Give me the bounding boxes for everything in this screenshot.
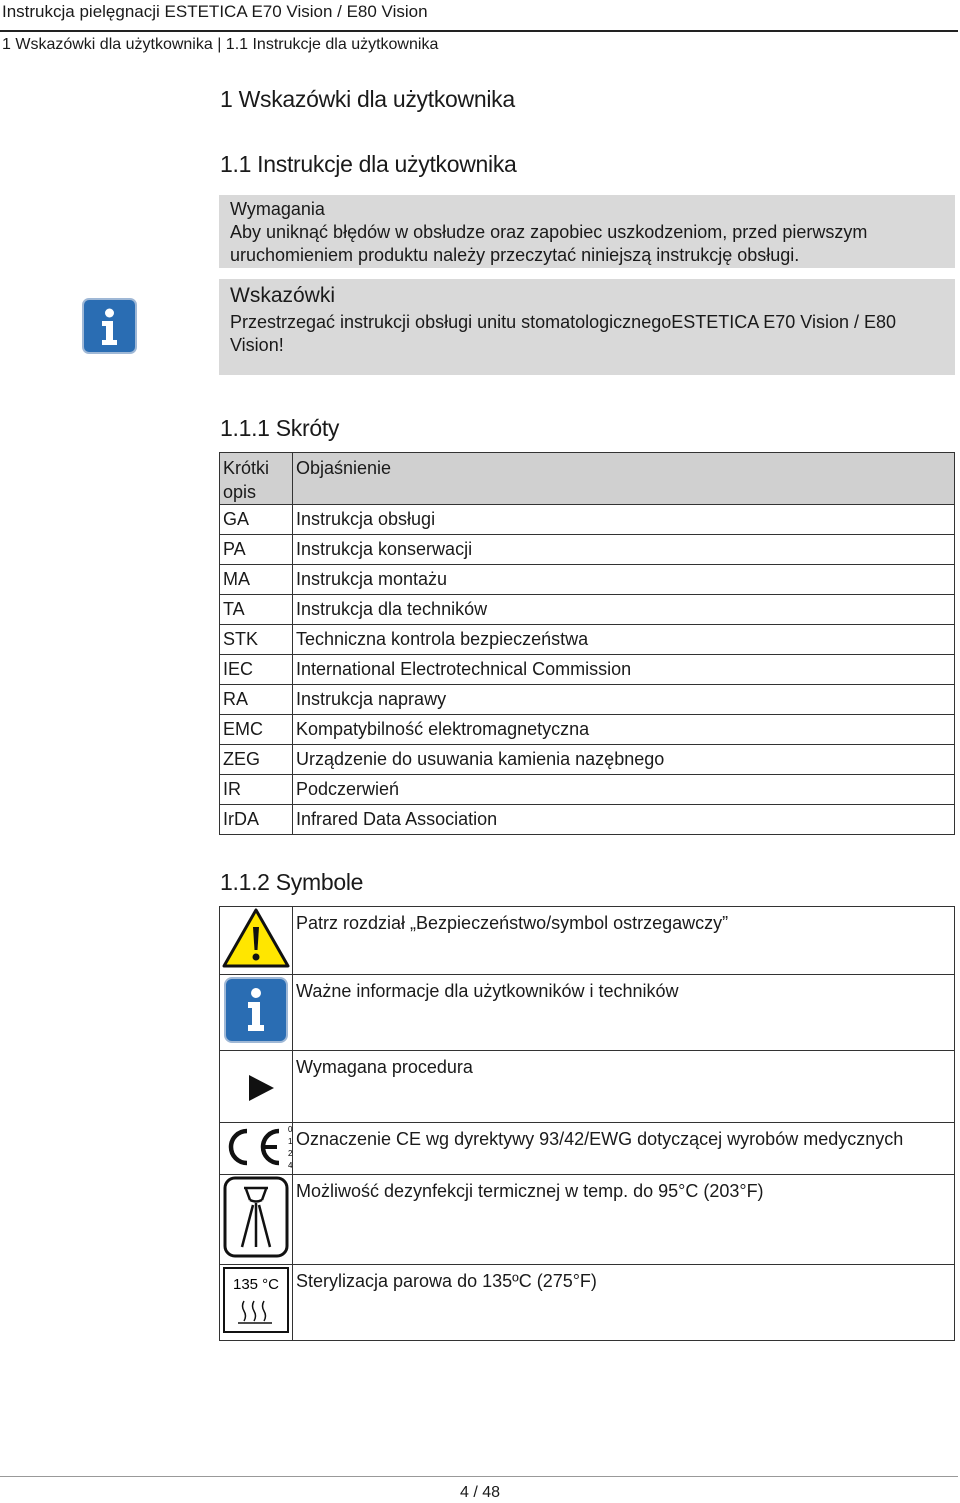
abbreviation-cell: PA [220, 535, 293, 565]
steam-sterilization-icon [222, 1265, 290, 1335]
info-icon [82, 298, 137, 354]
explanation-cell: Techniczna kontrola bezpieczeństwa [293, 625, 955, 655]
chapter-heading: 1 Wskazówki dla użytkownika [220, 86, 515, 112]
table-row [220, 975, 955, 1051]
symbol-description: Ważne informacje dla użytkowników i techników [293, 975, 955, 1051]
table-row [220, 655, 955, 685]
table-row [220, 505, 955, 535]
hint-text: Przestrzegać instrukcji obsługi unitu stomatologicznegoESTETICA E70 Vision / E80 Vision! [230, 312, 896, 355]
table-header-row [220, 453, 955, 505]
ce-digit: 1 [288, 1137, 293, 1146]
abbreviation-cell: EMC [220, 715, 293, 745]
table-row [220, 1123, 955, 1175]
ce-digit: 2 [288, 1149, 293, 1158]
abbreviation-cell: TA [220, 595, 293, 625]
document-header-title: Instrukcja pielęgnacji ESTETICA E70 Vision / E80 Vision [2, 2, 428, 21]
explanation-cell: Infrared Data Association [293, 805, 955, 835]
explanation-cell: Instrukcja dla techników [293, 595, 955, 625]
table-row [220, 745, 955, 775]
ce-digit: 4 [288, 1161, 293, 1170]
explanation-cell: Instrukcja obsługi [293, 505, 955, 535]
explanation-cell: Urządzenie do usuwania kamienia nazębnego [293, 745, 955, 775]
explanation-cell: Instrukcja naprawy [293, 685, 955, 715]
footer-divider [0, 1476, 958, 1477]
hint-box [219, 279, 955, 375]
table-row [220, 535, 955, 565]
explanation-cell: International Electrotechnical Commission [293, 655, 955, 685]
symbol-cell [220, 975, 293, 1051]
abbreviation-cell: GA [220, 505, 293, 535]
requirement-text: Aby uniknąć błędów w obsłudze oraz zapobiec uszkodzeniom, przed pierwszym uruchomieniem produktu należy przeczytać niniejszą instrukcję obsługi. [230, 222, 868, 265]
abbreviation-cell: IrDA [220, 805, 293, 835]
symbol-cell [220, 1175, 293, 1265]
table-row [220, 565, 955, 595]
abbreviation-cell: IR [220, 775, 293, 805]
table-row [220, 1265, 955, 1341]
explanation-cell: Podczerwień [293, 775, 955, 805]
symbol-cell [220, 1265, 293, 1341]
abbreviation-cell: STK [220, 625, 293, 655]
abbreviation-cell: IEC [220, 655, 293, 685]
abbreviation-cell: ZEG [220, 745, 293, 775]
table-row [220, 625, 955, 655]
table-row [220, 595, 955, 625]
table-row [220, 775, 955, 805]
explanation-cell: Instrukcja montażu [293, 565, 955, 595]
table-row [220, 715, 955, 745]
column-header-abbr: Krótki opis [220, 453, 293, 505]
page-number: 4 / 48 [459, 1484, 501, 1501]
symbol-cell [220, 1123, 293, 1175]
symbol-description: Sterylizacja parowa do 135ºC (275°F) [293, 1265, 955, 1341]
steam-temperature-label: 135 °C [232, 1276, 280, 1293]
abbreviation-cell: MA [220, 565, 293, 595]
header-divider [0, 30, 958, 32]
hint-title: Wskazówki [230, 284, 336, 307]
symbol-cell [220, 1051, 293, 1123]
symbol-description: Możliwość dezynfekcji termicznej w temp. do 95°C (203°F) [293, 1175, 955, 1265]
abbreviations-table [219, 452, 955, 835]
table-row [220, 1051, 955, 1123]
explanation-cell: Kompatybilność elektromagnetyczna [293, 715, 955, 745]
table-row [220, 805, 955, 835]
symbol-description: Oznaczenie CE wg dyrektywy 93/42/EWG dotyczącej wyrobów medycznych [293, 1123, 955, 1175]
symbol-description: Patrz rozdział „Bezpieczeństwo/symbol ostrzegawczy” [293, 907, 955, 975]
table-row [220, 685, 955, 715]
ce-digit: 0 [288, 1125, 293, 1134]
section-heading: 1.1 Instrukcje dla użytkownika [220, 151, 517, 177]
requirement-box [219, 195, 955, 268]
subsection-heading-symbols: 1.1.2 Symbole [220, 869, 364, 895]
column-header-desc: Objaśnienie [293, 453, 955, 505]
play-triangle-icon [222, 1051, 290, 1117]
warning-triangle-icon [222, 907, 290, 969]
symbol-description: Wymagana procedura [293, 1051, 955, 1123]
thermal-disinfection-icon [222, 1175, 290, 1259]
symbols-table [219, 906, 955, 1341]
symbol-cell [220, 907, 293, 975]
explanation-cell: Instrukcja konserwacji [293, 535, 955, 565]
subsection-heading-abbreviations: 1.1.1 Skróty [220, 415, 340, 441]
requirement-title: Wymagania [230, 199, 325, 219]
info-icon [222, 975, 290, 1045]
abbreviation-cell: RA [220, 685, 293, 715]
breadcrumb: 1 Wskazówki dla użytkownika | 1.1 Instrukcje dla użytkownika [2, 36, 439, 53]
table-row [220, 907, 955, 975]
ce-mark-icon [220, 1123, 292, 1169]
table-row [220, 1175, 955, 1265]
